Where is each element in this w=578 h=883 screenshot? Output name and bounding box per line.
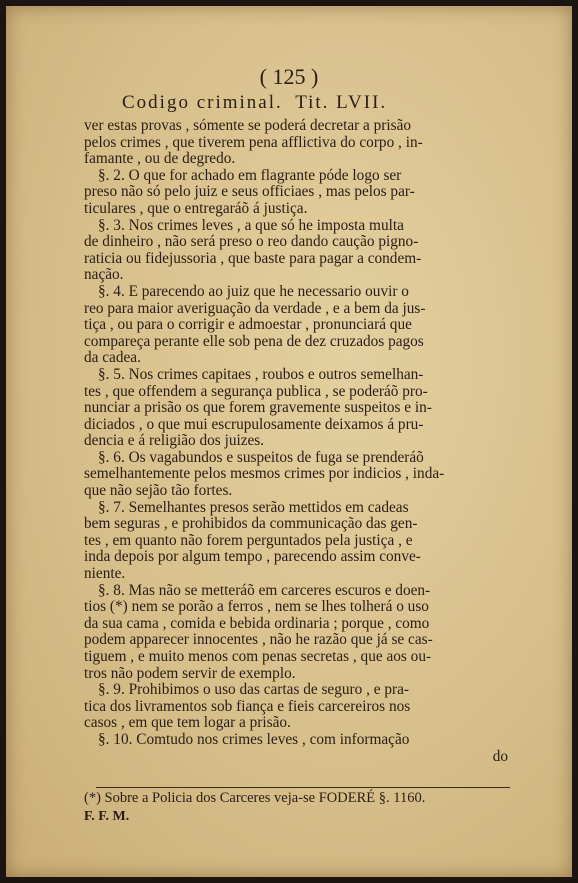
- book-page: [6, 6, 572, 877]
- body-text: [84, 118, 508, 765]
- running-head-section: Tit. LVII.: [295, 92, 388, 113]
- text-line: tiguem , e muito menos com penas secretas , que aos ou-: [84, 648, 432, 665]
- text-line: ver estas provas , sómente se poderá decretar a prisão: [84, 117, 412, 134]
- text-line: §. 8. Mas não se metteráõ em carceres escuros e doen-: [98, 581, 431, 599]
- text-line: §. 4. E parecendo ao juiz que he necessario ouvir o: [98, 282, 409, 300]
- text-line: §. 2. O que for achado em flagrante póde logo ser: [98, 166, 402, 184]
- text-line: §. 6. Os vagabundos e suspeitos de fuga se prenderáõ: [98, 448, 424, 466]
- text-line: tros não podem servir de exemplo.: [84, 664, 296, 682]
- text-line: famante , ou de degredo.: [84, 150, 236, 168]
- text-line: tios (*) nem se porão a ferros , nem se lhes tolherá o uso: [84, 598, 429, 616]
- text-line: preso não só pelo juiz e seus officiaes , mas pelos par-: [84, 183, 415, 201]
- text-line: tiça , ou para o corrigir e admoestar , pronunciará que: [84, 316, 412, 334]
- text-line: tes , em quanto não forem perguntados pela justiça , e: [84, 531, 413, 549]
- text-line: §. 10. Comtudo nos crimes leves , com informação: [98, 730, 410, 748]
- text-line: reo para maior averiguação da verdade , e a bem da jus-: [84, 299, 426, 317]
- text-line: da cadea.: [84, 349, 141, 367]
- text-line: inda depois por algum tempo , parecendo assim conve-: [84, 548, 421, 566]
- text-line: semelhantemente pelos mesmos crimes por indicios , inda-: [84, 465, 445, 483]
- text-line: compareça perante elle sob pena de dez cruzados pagos: [84, 332, 424, 350]
- text-line: §. 3. Nos crimes leves , a que só he imposta multa: [98, 216, 404, 234]
- text-line: do: [492, 747, 508, 765]
- running-head-title: Codigo criminal.: [122, 92, 283, 113]
- text-line: §. 7. Semelhantes presos serão mettidos em cadeas: [98, 498, 409, 516]
- text-line: §. 9. Prohibimos o uso das cartas de seguro , e pra-: [98, 681, 409, 699]
- text-line: casos , em que tem logar a prisão.: [84, 714, 291, 732]
- text-line: nunciar a prisão os que forem gravemente suspeitos e in-: [84, 399, 432, 417]
- footnote-rule: [96, 787, 510, 788]
- text-line: que não sejão tão fortes.: [84, 482, 233, 500]
- text-line: tes , que offendem a segurança publica , se poderáõ pro-: [84, 382, 428, 400]
- footnote: (*) Sobre a Policia dos Carceres veja-se FODERÉ §. 1160.: [84, 790, 426, 806]
- text-line: pelos crimes , que tiverem pena afflictiva do corpo , in-: [84, 133, 423, 151]
- text-line: da sua cama , comida e bebida ordinaria ; porque , como: [84, 614, 430, 632]
- text-line: diciados , o que mui escrupulosamente deixamos á pru-: [84, 415, 424, 433]
- page-number: ( 125 ): [259, 64, 319, 89]
- text-line: nação.: [84, 266, 124, 284]
- running-head: [122, 92, 393, 114]
- text-line: niente.: [84, 565, 126, 583]
- text-line: raticia ou fidejussoria , que baste para pagar a condem-: [84, 249, 422, 267]
- signature: F. F. M.: [84, 809, 130, 824]
- text-line: bem seguras , e prohibidos da communicação das gen-: [84, 515, 418, 533]
- text-line: dencia e á religião dos juizes.: [84, 432, 265, 450]
- text-line: tica dos livramentos sob fiança e fieis carcereiros nos: [84, 697, 411, 715]
- text-line: ticulares , que o entregaráõ á justiça.: [84, 199, 308, 217]
- text-line: podem apparecer innocentes , não he razão que já se cas-: [84, 631, 433, 649]
- text-line: de dinheiro , não será preso o reo dando caução pigno-: [84, 233, 419, 251]
- text-line: §. 5. Nos crimes capitaes , roubos e outros semelhan-: [98, 365, 424, 383]
